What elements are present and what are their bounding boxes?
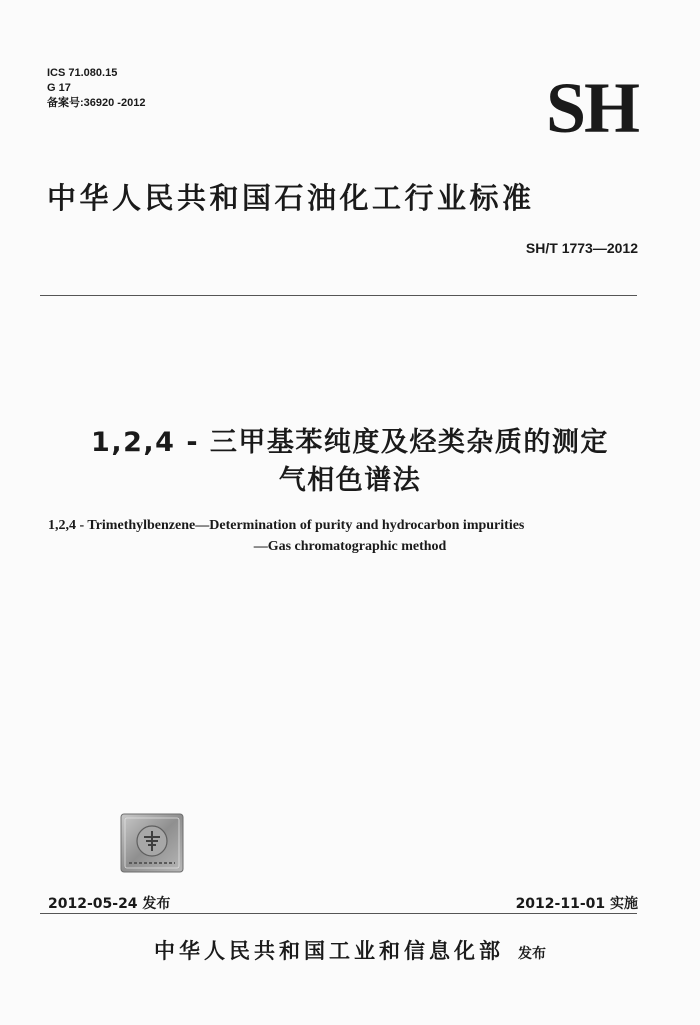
ccs-code: G 17 <box>47 82 71 94</box>
bottom-divider <box>40 913 637 914</box>
publisher-name: 中华人民共和国工业和信息化部 <box>154 939 504 963</box>
title-chinese-line2: 气相色谱法 <box>278 465 422 496</box>
implementation-date: 2012-11-01 实施 <box>515 896 638 912</box>
publish-label: 发布 <box>518 946 546 962</box>
classification-block <box>47 66 145 111</box>
top-divider <box>40 295 637 296</box>
title-chinese-line1: 1,2,4 - 三甲基苯纯度及烃类杂质的测定 <box>91 427 609 458</box>
publisher-line <box>0 935 700 965</box>
organization-title: 中华人民共和国石油化工行业标准 <box>47 181 535 215</box>
title-english-line1: 1,2,4 - Trimethylbenzene—Determination of purity and hydrocarbon impurities <box>48 518 525 533</box>
sh-logo: SH <box>545 68 638 148</box>
issue-date: 2012-05-24 发布 <box>48 896 171 912</box>
standard-number: SH/T 1773—2012 <box>525 240 638 256</box>
title-english-line2: —Gas chromatographic method <box>253 539 447 554</box>
filing-number: 备案号:36920 -2012 <box>47 97 146 109</box>
ics-code: ICS 71.080.15 <box>47 67 118 79</box>
anti-counterfeit-seal-icon <box>120 813 184 873</box>
